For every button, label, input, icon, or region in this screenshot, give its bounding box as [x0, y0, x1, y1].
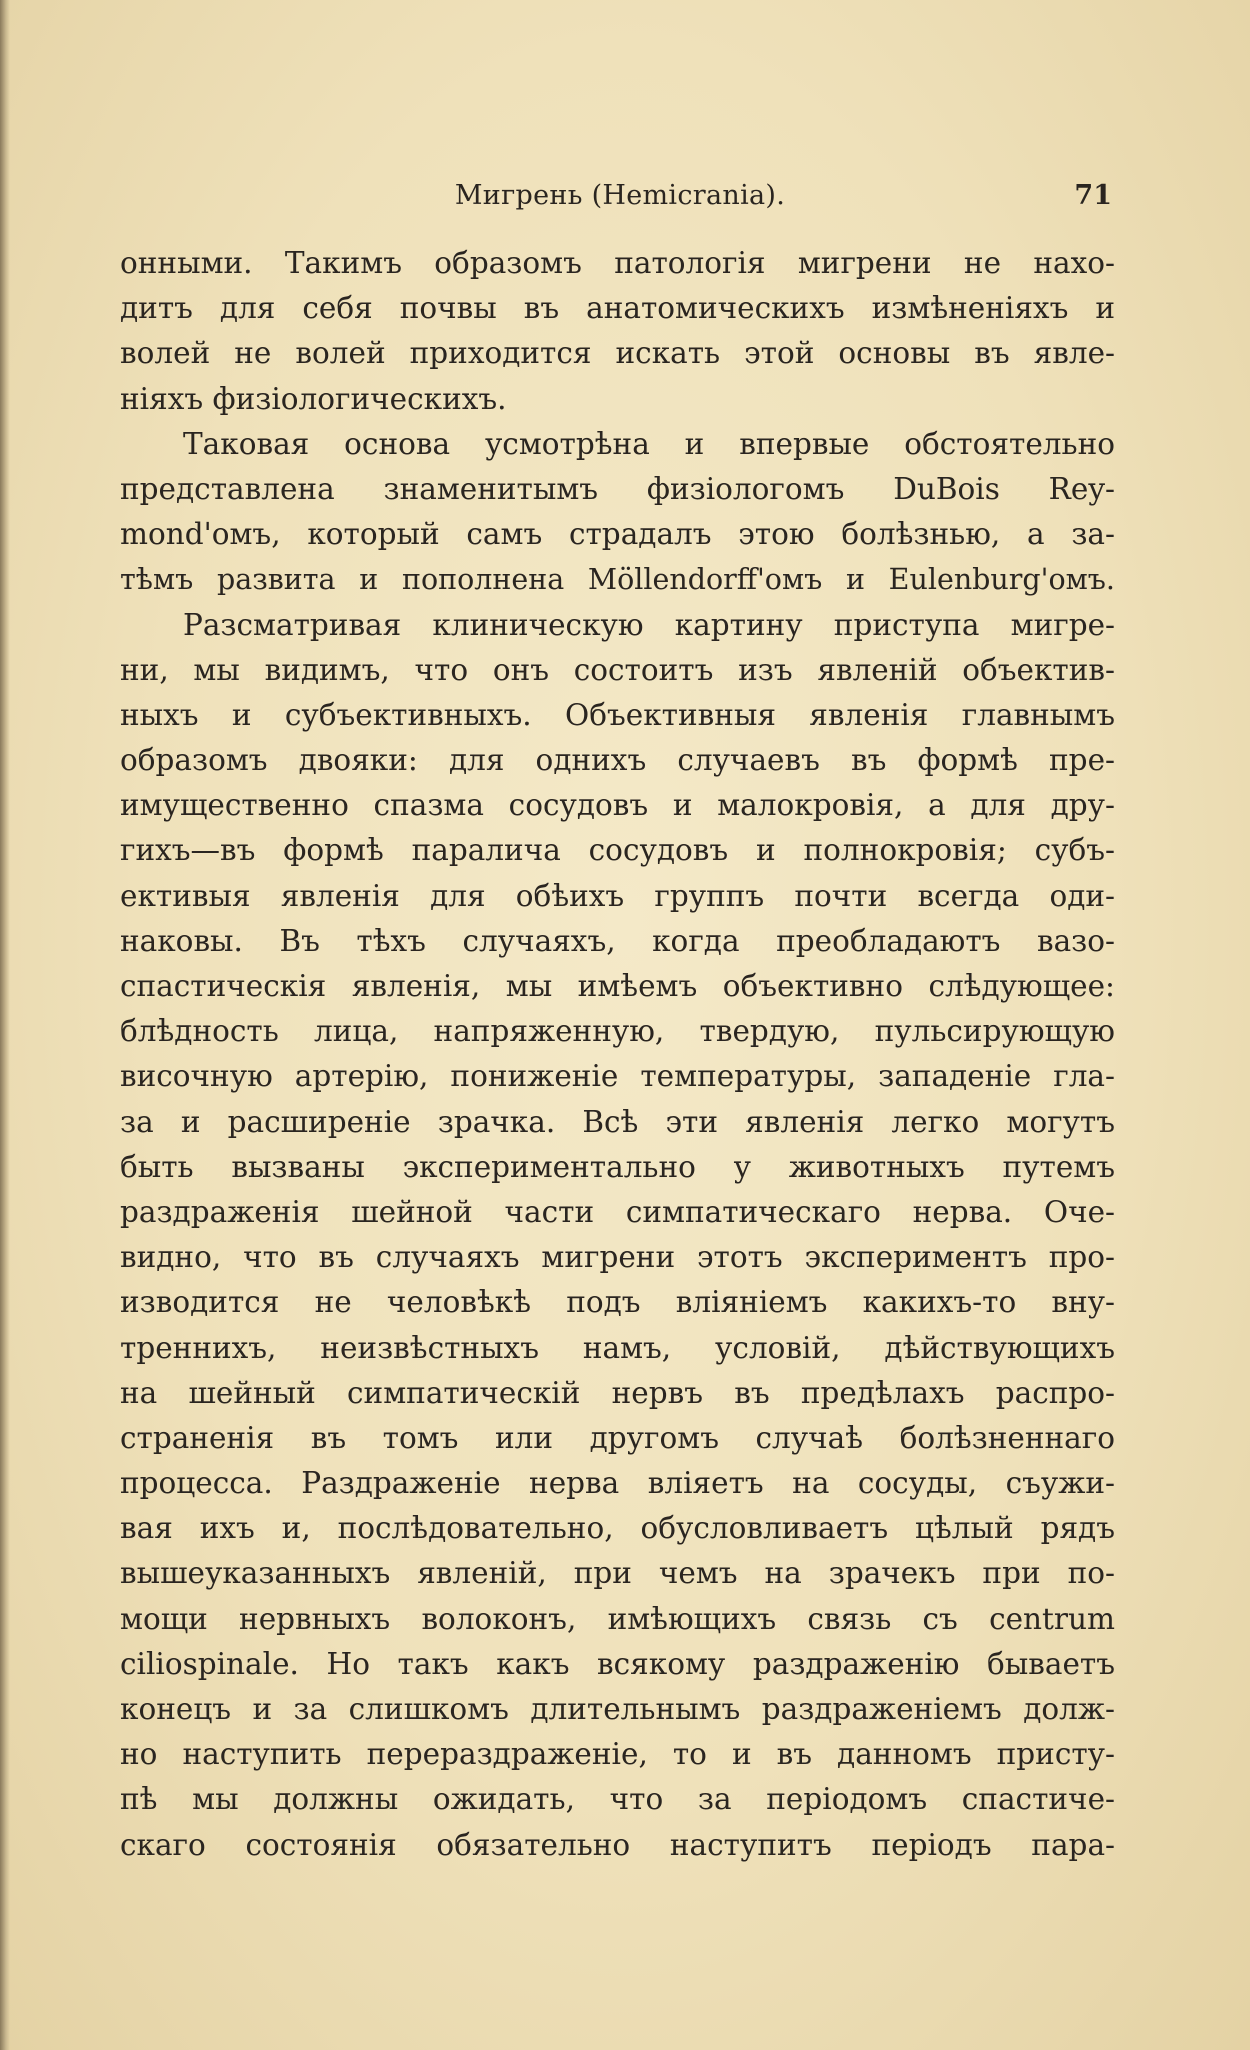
- text-line: Таковая основа усмотрѣна и впервые обстоятельно: [183, 426, 1115, 461]
- text-line: дитъ для себя почвы въ анатомическихъ измѣненіяхъ и: [120, 291, 1115, 326]
- text-line: имущественно спазма сосудовъ и малокровія, а для дру-: [120, 788, 1115, 823]
- text-line: волей не волей приходится искать этой основы въ явле-: [120, 336, 1115, 371]
- text-line: ніяхъ физіологическихъ.: [120, 381, 507, 416]
- text-line: спастическія явленія, мы имѣемъ объективно слѣдующее:: [120, 969, 1115, 1003]
- text-line: процесса. Раздраженіе нерва вліяетъ на сосуды, съужи-: [120, 1466, 1115, 1501]
- text-line: изводится не человѣкѣ подъ вліяніемъ какихъ-то вну-: [120, 1285, 1115, 1320]
- page-number: 71: [1074, 180, 1112, 211]
- text-line: тѣмъ развита и пополнена Möllendorff'омъ и Eulenburg'омъ.: [120, 563, 1115, 597]
- text-line: треннихъ, неизвѣстныхъ намъ, условій, дѣйствующихъ: [120, 1330, 1115, 1365]
- text-line: но наступить перераздраженіе, то и въ данномъ присту-: [120, 1737, 1115, 1772]
- text-line: гихъ—въ формѣ паралича сосудовъ и полнокровія; субъ-: [120, 833, 1115, 868]
- text-line: за и расширеніе зрачка. Всѣ эти явленія легко могутъ: [120, 1104, 1115, 1139]
- text-line: на шейный симпатическій нервъ въ предѣлахъ распро-: [120, 1375, 1115, 1410]
- page-edge: [0, 0, 10, 2050]
- text-line: образомъ двояки: для однихъ случаевъ въ формѣ пре-: [120, 743, 1115, 778]
- text-line: пѣ мы должны ожидать, что за періодомъ спастиче-: [120, 1782, 1115, 1817]
- text-line: страненія въ томъ или другомъ случаѣ болѣзненнаго: [120, 1420, 1115, 1455]
- text-line: ныхъ и субъективныхъ. Объективныя явленія главнымъ: [120, 697, 1115, 732]
- header-title: Мигрень (Hemicrania).: [454, 180, 786, 211]
- text-line: наковы. Въ тѣхъ случаяхъ, когда преобладаютъ вазо-: [120, 923, 1115, 958]
- text-line: представлена знаменитымъ физіологомъ DuBois Rey-: [120, 471, 1115, 506]
- text-line: видно, что въ случаяхъ мигрени этотъ экспериментъ про-: [120, 1240, 1115, 1275]
- text-line: быть вызваны экспериментально у животныхъ путемъ: [120, 1149, 1115, 1184]
- text-line: Разсматривая клиническую картину приступа мигре-: [183, 607, 1115, 642]
- text-line: скаго состоянія обязательно наступитъ періодъ пара-: [120, 1827, 1115, 1862]
- text-line: мощи нервныхъ волоконъ, имѣющихъ связь съ centrum: [120, 1601, 1115, 1636]
- running-header: [120, 170, 1120, 220]
- text-line: ciliospinale. Но такъ какъ всякому раздраженію бываетъ: [120, 1646, 1115, 1681]
- text-line: ективыя явленія для обѣихъ группъ почти всегда оди-: [120, 878, 1115, 913]
- text-line: вая ихъ и, послѣдовательно, обусловливаетъ цѣлый рядъ: [120, 1511, 1115, 1546]
- text-line: mond'омъ, который самъ страдалъ этою болѣзнью, а за-: [120, 517, 1115, 552]
- text-line: блѣдность лица, напряженную, твердую, пульсирующую: [120, 1014, 1115, 1049]
- text-line: вышеуказанныхъ явленій, при чемъ на зрачекъ при по-: [120, 1556, 1115, 1591]
- body-text: [120, 241, 1115, 1868]
- text-line: раздраженія шейной части симпатическаго нерва. Оче-: [120, 1194, 1115, 1229]
- text-line: ни, мы видимъ, что онъ состоитъ изъ явленій объектив-: [120, 652, 1115, 687]
- text-line: височную артерію, пониженіе температуры, западеніе гла-: [120, 1059, 1115, 1094]
- text-line: онными. Такимъ образомъ патологія мигрени не нахо-: [120, 246, 1115, 280]
- text-line: конецъ и за слишкомъ длительнымъ раздраженіемъ долж-: [120, 1692, 1115, 1726]
